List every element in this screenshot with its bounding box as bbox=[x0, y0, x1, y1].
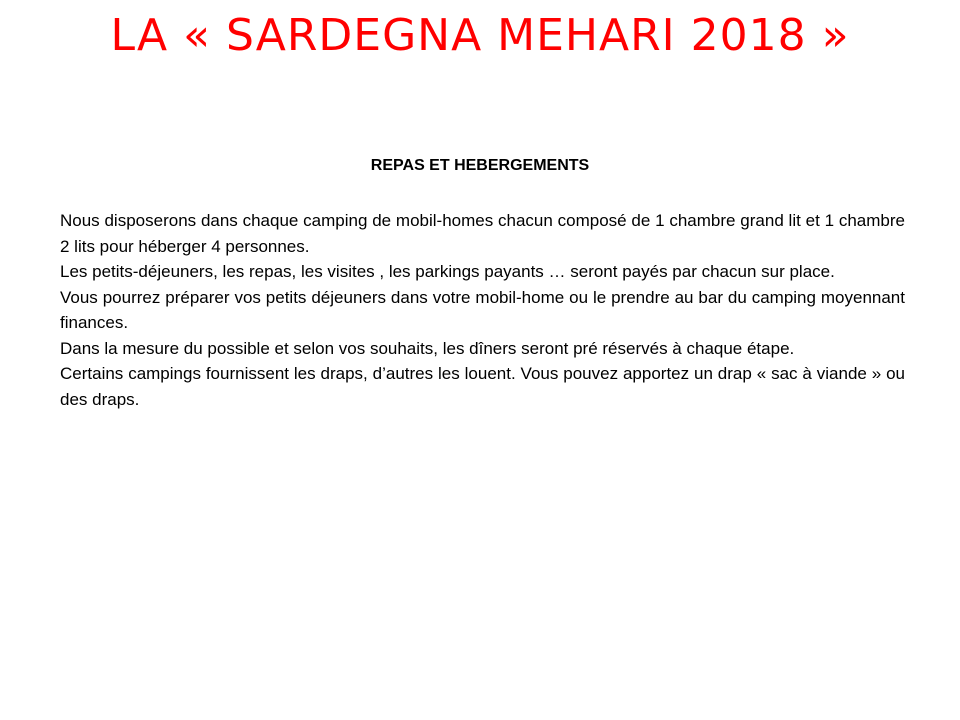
paragraph-accommodation: Nous disposerons dans chaque camping de mobil-homes chacun composé de 1 chambre grand lit et 1 chambre 2 lits pour héberger 4 personnes. bbox=[60, 211, 905, 256]
paragraph-dinners: Dans la mesure du possible et selon vos souhaits, les dîners seront pré réservés à chaque étape. bbox=[60, 338, 795, 358]
paragraph-sheets: Certains campings fournissent les draps, d’autres les louent. Vous pouvez apportez un drap « sac à viande » ou des draps. bbox=[60, 364, 905, 409]
paragraph-costs: Les petits-déjeuners, les repas, les visites , les parkings payants … seront payés par chacun sur place. bbox=[60, 262, 835, 281]
section-heading: REPAS ET HEBERGEMENTS bbox=[370, 157, 590, 174]
paragraph-breakfast: Vous pourrez préparer vos petits déjeuners dans votre mobil-home ou le prendre au bar du camping moyennant finances. bbox=[60, 287, 905, 332]
body-text bbox=[60, 208, 905, 412]
slide-title: LA « SARDEGNA MEHARI 2018 » bbox=[110, 10, 850, 61]
